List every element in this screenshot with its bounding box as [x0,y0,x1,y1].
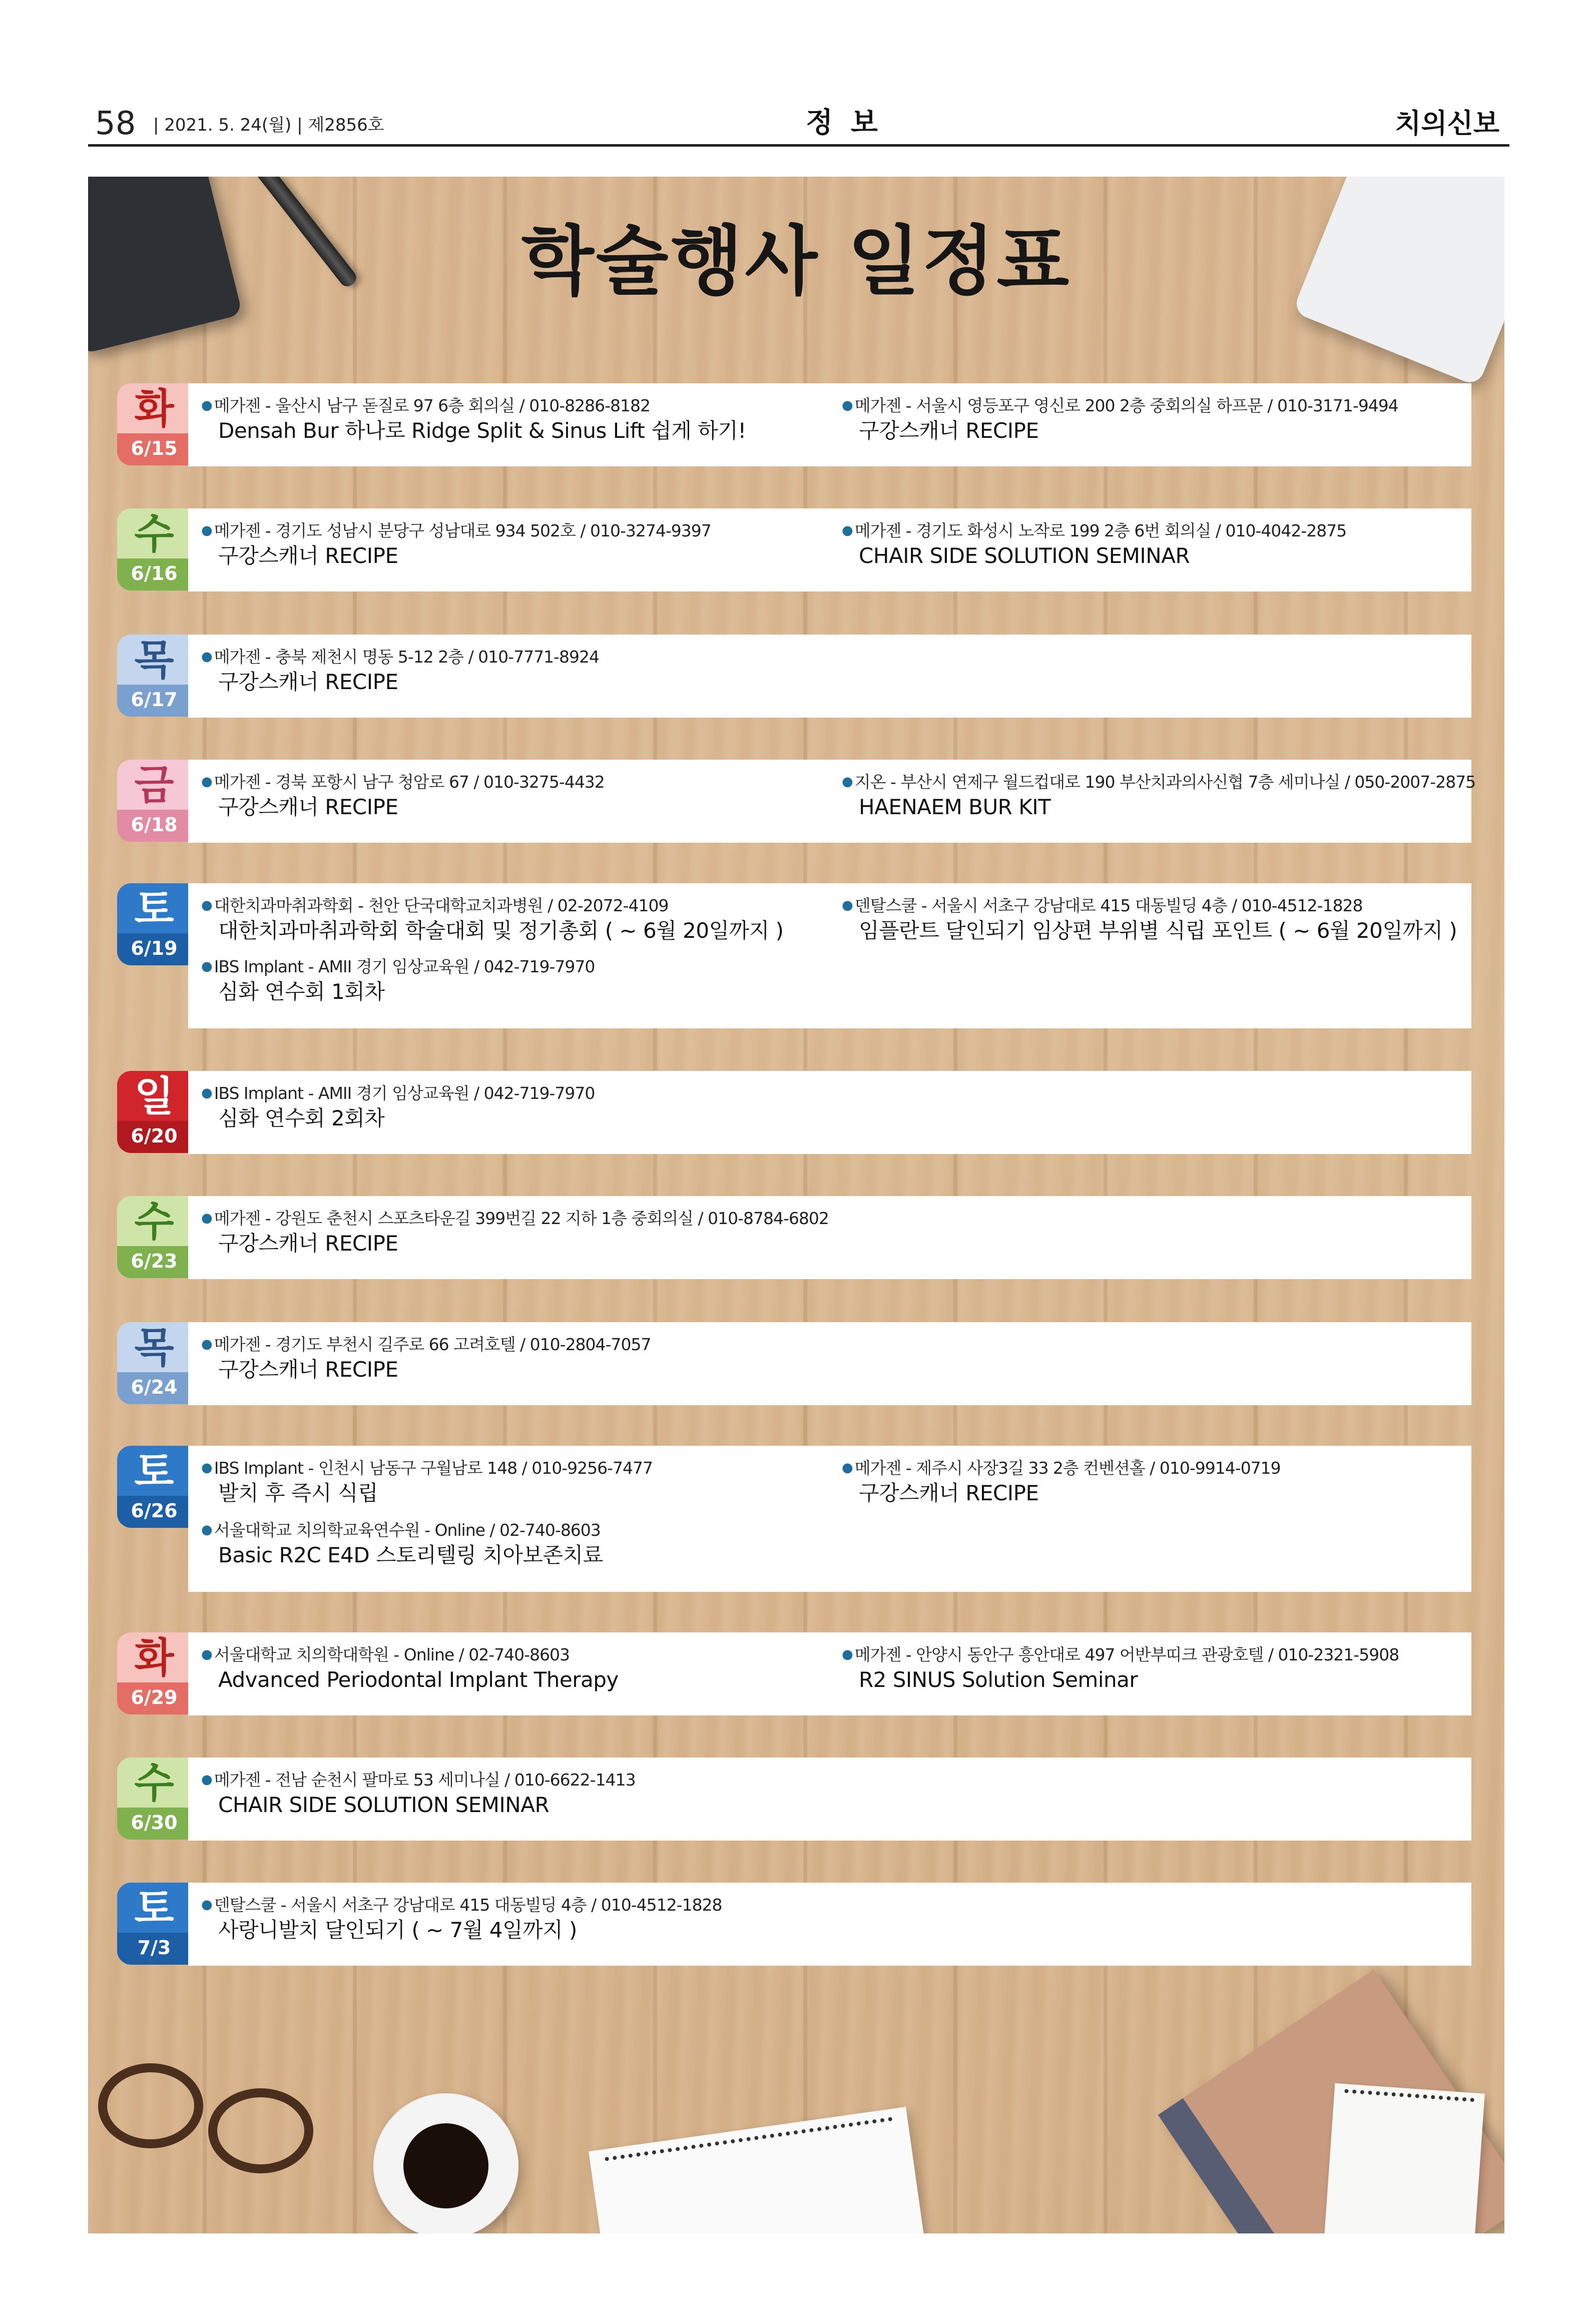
event-box [188,883,1471,1028]
date-label: 6/24 [117,1372,191,1404]
day-badge [117,883,191,965]
event-title: CHAIR SIDE SOLUTION SEMINAR [218,1793,550,1817]
schedule-row [117,508,1471,592]
event-title: 구강스캐너 RECIPE [859,418,1039,443]
date-label: 6/30 [117,1808,191,1840]
weekday-label: 금 [117,760,191,810]
weekday-label: 토 [117,883,191,933]
event-title: CHAIR SIDE SOLUTION SEMINAR [859,543,1190,568]
event-organizer: ● 덴탈스쿨 - 서울시 서초구 강남대로 415 대동빌딩 4층 / 010-4512-1828 [201,1894,722,1916]
event-box [188,1322,1471,1405]
event-organizer: ● 메가젠 - 서울시 영등포구 영신로 200 2층 중회의실 하프문 / 010-3171-9494 [842,394,1398,417]
event-item [201,1894,722,1944]
event-box [188,383,1471,466]
paper-name: 치의신보 [1395,108,1499,139]
page-title: 학술행사 일정표 [521,218,1072,305]
event-organizer: ● 메가젠 - 경기도 부천시 길주로 66 고려호텔 / 010-2804-7057 [201,1333,651,1356]
event-organizer: ● 덴탈스쿨 - 서울시 서초구 강남대로 415 대동빌딩 4층 / 010-4512-1828 [842,894,1457,917]
event-box [188,1883,1471,1966]
date-label: 6/19 [117,933,191,965]
weekday-label: 화 [117,1632,191,1682]
event-organizer: ● IBS Implant - AMII 경기 임상교육원 / 042-719-7970 [201,955,595,978]
section-title: 정 보 [806,107,882,139]
event-item [201,894,784,945]
day-badge [117,508,191,591]
event-box [188,1071,1471,1154]
page-number: 58 [95,105,136,142]
event-title: 구강스캐너 RECIPE [218,670,398,694]
glasses-illustration [98,2043,318,2178]
weekday-label: 수 [117,508,191,558]
event-organizer: ● 메가젠 - 울산시 남구 돋질로 97 6층 회의실 / 010-8286-8182 [201,394,746,417]
schedule-row [117,1632,1471,1715]
weekday-label: 목 [117,1322,191,1372]
day-badge [117,1071,191,1153]
event-title: 대한치과마취과학회 학술대회 및 정기총회 ( ~ 6월 20일까지 ) [218,918,784,943]
event-item [201,1207,829,1258]
day-badge [117,760,191,842]
date-label: 6/23 [117,1246,191,1278]
event-box [188,1758,1471,1841]
event-organizer: ● 서울대학교 치의학대학원 - Online / 02-740-8603 [201,1643,619,1666]
date-label: 7/3 [117,1933,191,1965]
schedule-row [117,1196,1471,1279]
schedule-row [117,1446,1471,1592]
day-badge [117,383,191,465]
event-item [201,1333,651,1384]
schedule-row [117,883,1471,1028]
day-badge [117,1196,191,1278]
event-title: Basic R2C E4D 스토리텔링 치아보존치료 [218,1543,603,1567]
event-box [188,1196,1471,1279]
event-box [188,760,1476,843]
planner-illustration [589,2107,929,2233]
date-label: 6/16 [117,558,191,591]
schedule-row [117,760,1476,843]
weekday-label: 토 [117,1883,191,1933]
day-badge [117,1632,191,1714]
event-title: 구강스캐너 RECIPE [218,543,398,568]
weekday-label: 토 [117,1446,191,1496]
event-title: 사랑니발치 달인되기 ( ~ 7월 4일까지 ) [218,1918,577,1942]
event-organizer: ● IBS Implant - AMII 경기 임상교육원 / 042-719-7970 [201,1082,595,1104]
event-box [188,635,1471,718]
event-title: 구강스캐너 RECIPE [218,1357,398,1382]
day-badge [117,1446,191,1528]
event-item [201,1457,653,1507]
memo-pad-illustration [1324,2083,1485,2233]
newspaper-header [88,105,1509,145]
event-item [201,771,605,821]
event-title: R2 SINUS Solution Seminar [859,1667,1138,1692]
day-badge [117,635,191,717]
event-title: 구강스캐너 RECIPE [859,1481,1039,1505]
event-organizer: ● 메가젠 - 경기도 화성시 노작로 199 2층 6번 회의실 / 010-4042-2875 [842,519,1346,542]
weekday-label: 수 [117,1758,191,1808]
event-item [201,1643,619,1694]
event-title: 심화 연수회 1회차 [218,979,385,1004]
event-title: HAENAEM BUR KIT [859,795,1051,819]
event-organizer: ● 메가젠 - 경기도 성남시 분당구 성남대로 934 502호 / 010-3274-9397 [201,519,711,542]
event-organizer: ● 서울대학교 치의학교육연수원 - Online / 02-740-8603 [201,1519,603,1541]
event-item [201,955,595,1006]
event-item [201,1519,603,1569]
date-label: 6/29 [117,1682,191,1714]
event-organizer: ● 메가젠 - 안양시 동안구 흥안대로 497 어반부띠크 관광호텔 / 010-2321-5908 [842,1643,1399,1666]
event-organizer: ● 메가젠 - 경북 포항시 남구 청암로 67 / 010-3275-4432 [201,771,605,793]
date-label: 6/26 [117,1496,191,1528]
event-box [188,508,1471,592]
schedule-panel [88,177,1504,2233]
day-badge [117,1322,191,1404]
schedule-row [117,635,1471,718]
weekday-label: 수 [117,1196,191,1246]
event-organizer: ● IBS Implant - 인천시 남동구 구월남로 148 / 010-9256-7477 [201,1457,653,1479]
event-item [201,646,599,696]
weekday-label: 화 [117,383,191,433]
coffee-cup-illustration [373,2093,518,2233]
date-label: 6/20 [117,1121,191,1153]
schedule-row [117,1758,1471,1841]
event-item [201,394,746,445]
day-badge [117,1883,191,1965]
event-item [842,1457,1281,1507]
event-title: 심화 연수회 2회차 [218,1106,385,1130]
event-title: Advanced Periodontal Implant Therapy [218,1667,619,1692]
event-title: 구강스캐너 RECIPE [218,795,398,819]
schedule-row [117,1883,1471,1966]
event-item [842,894,1457,945]
schedule-row [117,1071,1471,1154]
event-box [188,1632,1471,1715]
day-badge [117,1758,191,1840]
date-label: 6/17 [117,685,191,717]
schedule-row [117,1322,1471,1405]
event-organizer: ● 대한치과마취과학회 - 천안 단국대학교치과병원 / 02-2072-4109 [201,894,784,917]
event-item [201,519,711,570]
event-organizer: ● 메가젠 - 제주시 사장3길 33 2층 컨벤션홀 / 010-9914-0719 [842,1457,1281,1479]
event-item [842,519,1346,570]
event-title: 발치 후 즉시 식립 [218,1481,378,1505]
event-organizer: ● 메가젠 - 충북 제천시 명동 5-12 2층 / 010-7771-8924 [201,646,599,668]
event-title: Densah Bur 하나로 Ridge Split & Sinus Lift 쉽게 하기! [218,418,746,443]
issue-info: | 2021. 5. 24(월) | 제2856호 [153,115,384,135]
schedule-row [117,383,1471,466]
event-item [201,1769,636,1819]
event-title: 구강스캐너 RECIPE [218,1231,398,1256]
event-organizer: ● 메가젠 - 강원도 춘천시 스포츠타운길 399번길 22 지하 1층 중회의실 / 010-8784-6802 [201,1207,829,1230]
header-rule [88,144,1509,147]
weekday-label: 목 [117,635,191,685]
weekday-label: 일 [117,1071,191,1121]
event-title: 임플란트 달인되기 임상편 부위별 식립 포인트 ( ~ 6월 20일까지 ) [859,918,1457,943]
event-organizer: ● 메가젠 - 전남 순천시 팔마로 53 세미나실 / 010-6622-1413 [201,1769,636,1791]
event-item [842,394,1398,445]
event-item [201,1082,595,1132]
event-organizer: ● 지온 - 부산시 연제구 월드컵대로 190 부산치과의사신협 7층 세미나실 / 050-2007-2875 [842,771,1475,793]
date-label: 6/15 [117,433,191,465]
event-item [842,1643,1399,1694]
event-item [842,771,1475,821]
date-label: 6/18 [117,810,191,842]
event-box [188,1446,1471,1592]
